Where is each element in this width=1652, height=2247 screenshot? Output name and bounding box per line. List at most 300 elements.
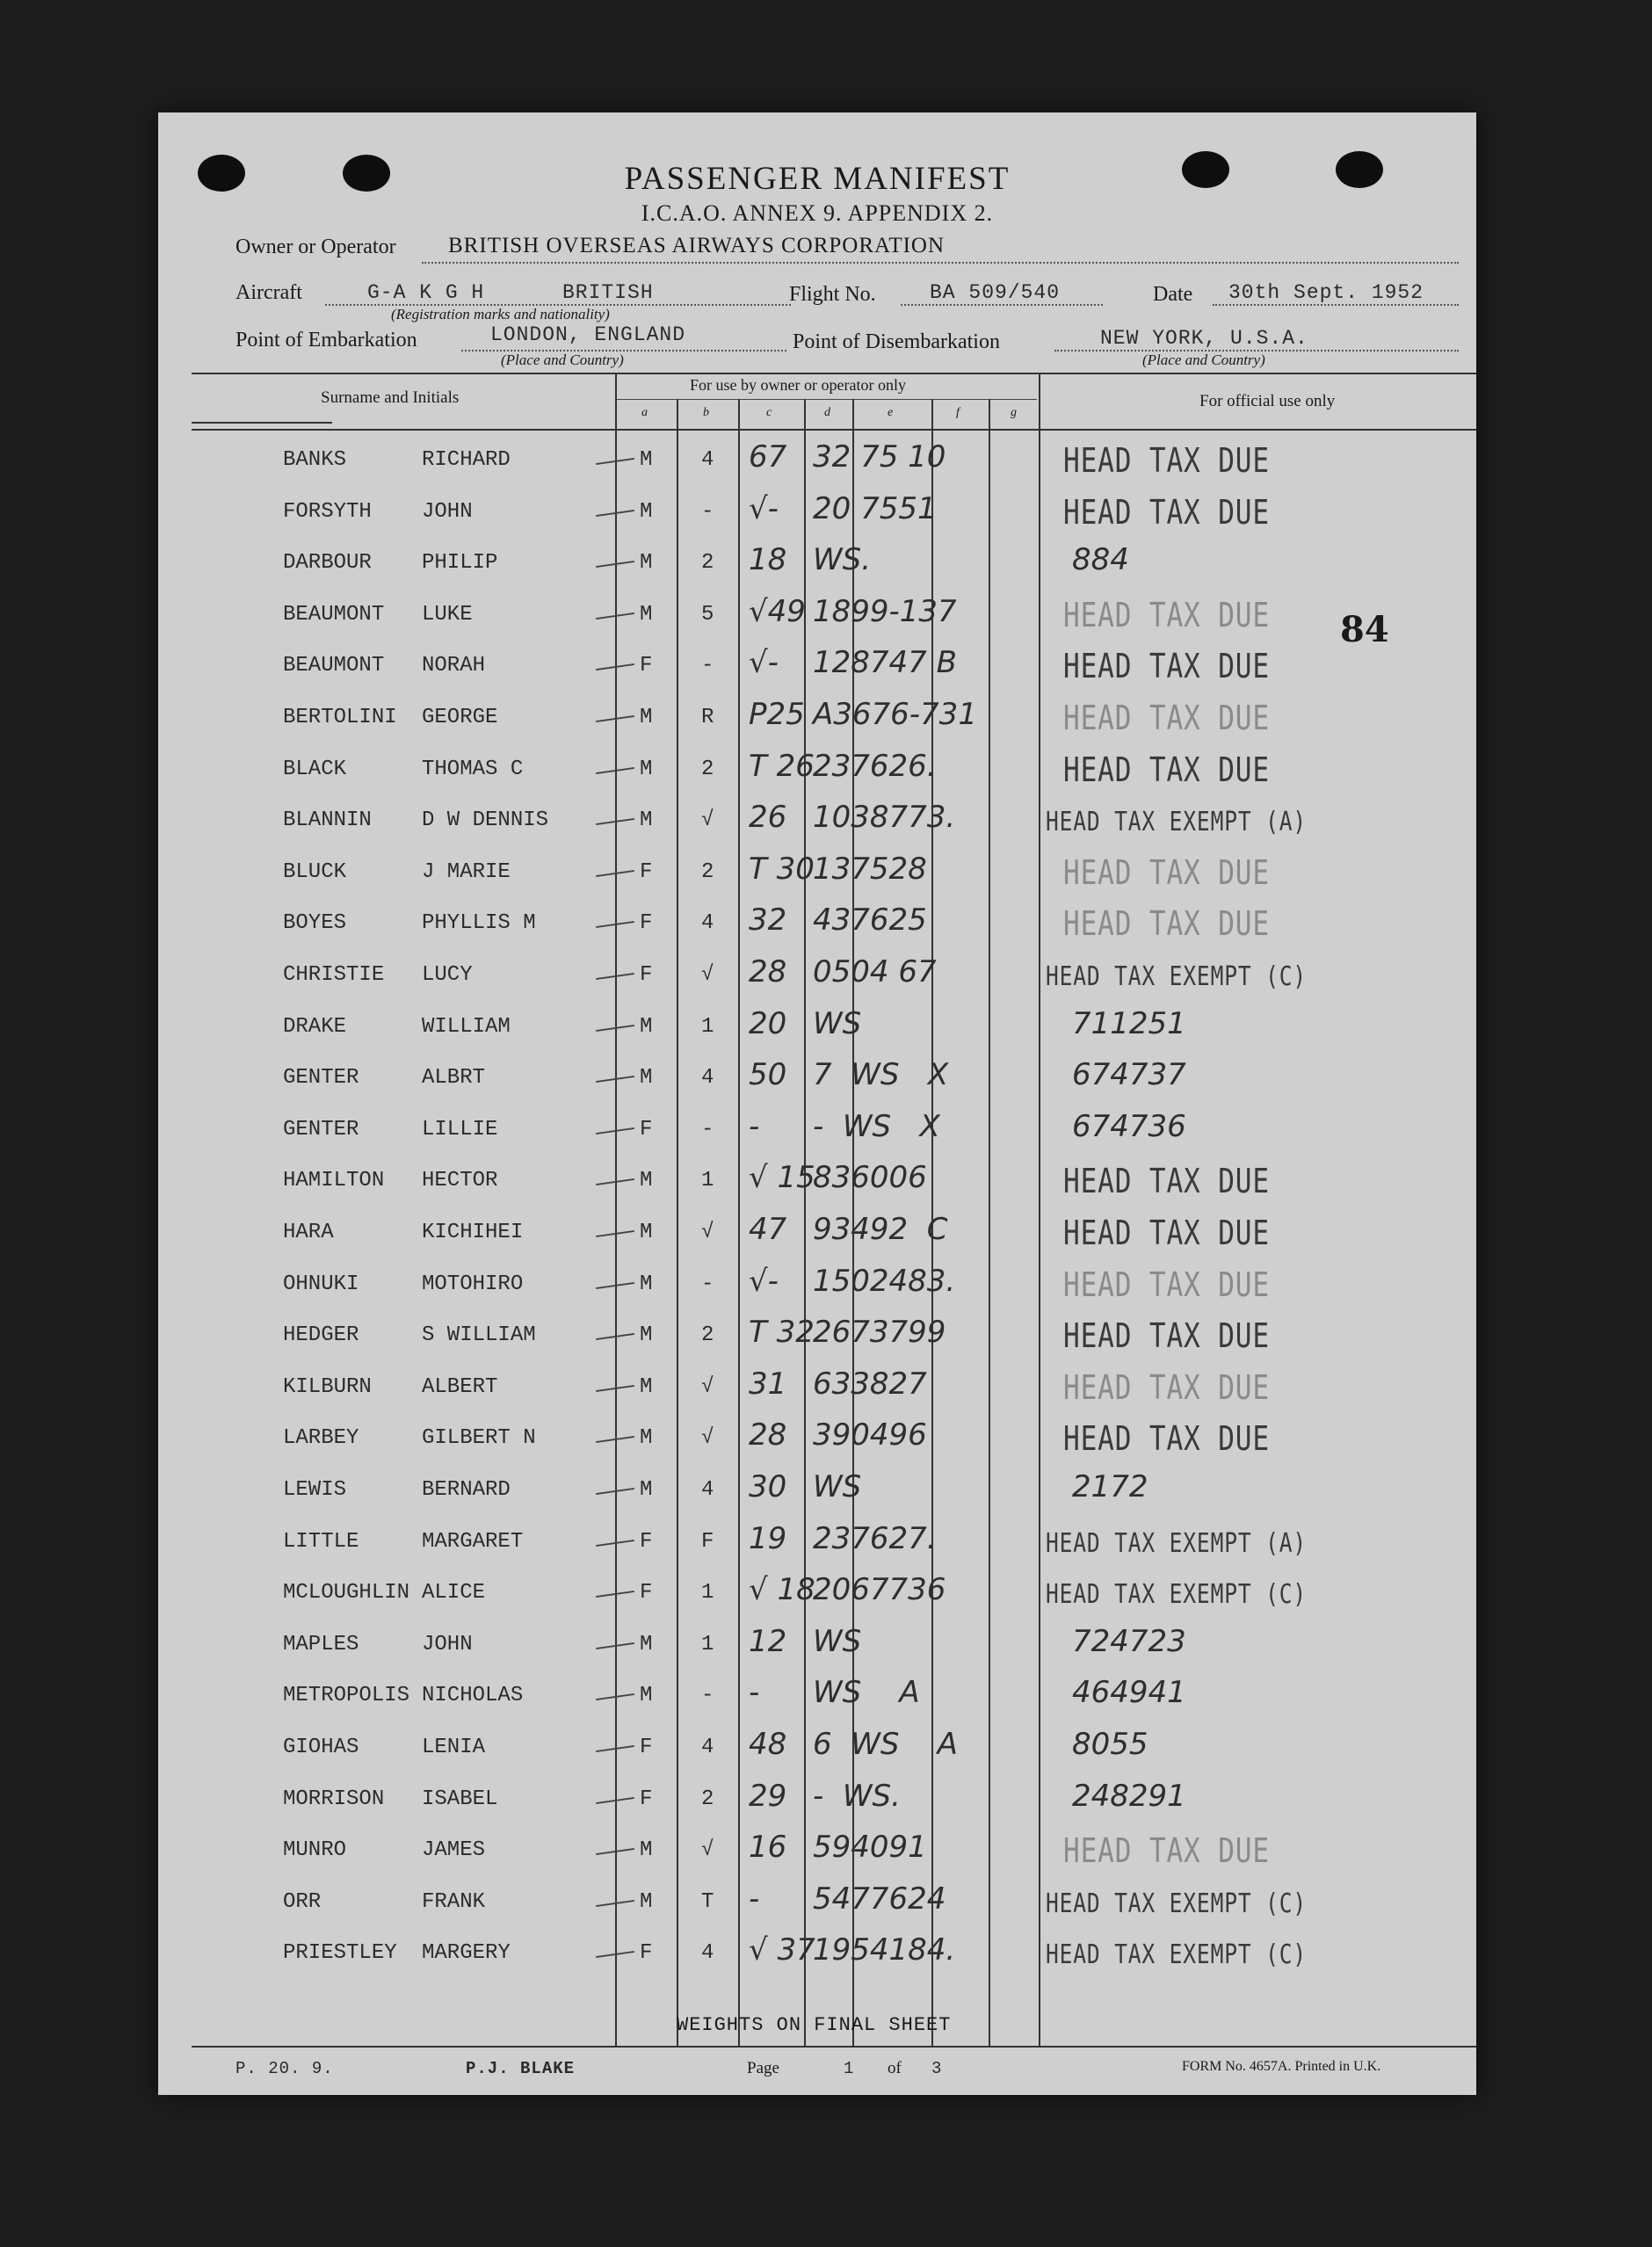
col-e-value: 7 WS X <box>813 1057 949 1093</box>
passenger-surname: BEAUMONT <box>283 654 385 678</box>
passenger-sex: M <box>640 808 653 833</box>
passenger-surname: BEAUMONT <box>283 602 385 627</box>
col-b-value: T <box>701 1889 714 1914</box>
col-e-value: 0504 67 <box>813 954 937 989</box>
page-subtitle: I.C.A.O. ANNEX 9. APPENDIX 2. <box>641 200 994 226</box>
table-row <box>158 796 1476 847</box>
passenger-given-name: THOMAS C <box>422 757 524 781</box>
tick-mark <box>596 1797 634 1804</box>
col-e-value: 437625 <box>813 902 927 939</box>
tick-mark <box>596 921 634 928</box>
passenger-surname: BERTOLINI <box>283 706 397 729</box>
passenger-sex: M <box>640 551 653 576</box>
table-row <box>158 1105 1476 1156</box>
passenger-sex: M <box>640 602 653 627</box>
passenger-given-name: ALBRT <box>422 1066 486 1091</box>
col-b-value: 4 <box>701 1066 714 1091</box>
col-e-value: WS <box>813 1469 862 1504</box>
disembarkation-label: Point of Disembarkation <box>793 330 1000 353</box>
passenger-sex: M <box>640 706 653 729</box>
passenger-sex: M <box>640 1632 653 1656</box>
col-c-value: 29 <box>749 1778 787 1814</box>
passenger-surname: BLACK <box>283 757 347 781</box>
passenger-given-name: FRANK <box>422 1889 486 1914</box>
passenger-sex: F <box>640 1581 653 1606</box>
col-c-value: 50 <box>749 1057 787 1093</box>
col-c-value: √ 15 <box>749 1160 815 1196</box>
tick-mark <box>596 612 634 620</box>
official-stamp: HEAD TAX DUE <box>1063 1214 1270 1252</box>
official-handwritten-number: 724723 <box>1072 1623 1186 1659</box>
passenger-sex: M <box>640 1323 653 1348</box>
passenger-surname: KILBURN <box>283 1374 372 1399</box>
col-c-value: - <box>749 1108 760 1144</box>
passenger-surname: GENTER <box>283 1117 359 1142</box>
tick-mark <box>596 1900 634 1907</box>
passenger-given-name: MARGARET <box>422 1529 524 1554</box>
passenger-sex: F <box>640 1529 653 1554</box>
passenger-given-name: NICHOLAS <box>422 1684 524 1708</box>
official-stamp: HEAD TAX EXEMPT (C) <box>1046 1939 1307 1971</box>
col-b-header: b <box>703 406 709 419</box>
col-e-value: 128747 B <box>813 645 957 681</box>
passenger-surname: DARBOUR <box>283 551 372 576</box>
col-b-value: - <box>701 499 714 524</box>
official-stamp: HEAD TAX DUE <box>1063 904 1270 944</box>
tick-mark <box>596 767 634 774</box>
footer-reference: P. 20. 9. <box>235 2059 334 2078</box>
passenger-given-name: JOHN <box>422 1632 473 1656</box>
col-c-value: √- <box>749 645 779 681</box>
col-c-value: √- <box>749 1263 779 1299</box>
passenger-surname: BLUCK <box>283 859 347 884</box>
passenger-sex: M <box>640 1426 653 1451</box>
col-e-value: A3676-731 <box>813 697 977 732</box>
col-e-value: WS A <box>813 1675 920 1711</box>
col-c-value: - <box>749 1881 760 1917</box>
passenger-given-name: MARGERY <box>422 1941 511 1966</box>
col-b-value: - <box>701 654 714 678</box>
passenger-surname: BANKS <box>283 448 347 472</box>
tick-mark <box>596 1127 634 1134</box>
passenger-surname: HEDGER <box>283 1323 359 1348</box>
passenger-surname: MORRISON <box>283 1787 385 1811</box>
official-stamp: HEAD TAX DUE <box>1063 492 1270 532</box>
col-b-value: 2 <box>701 757 714 781</box>
col-c-value: √- <box>749 490 779 526</box>
official-stamp: HEAD TAX EXEMPT (C) <box>1046 961 1307 992</box>
tick-mark <box>596 1848 634 1855</box>
passenger-sex: M <box>640 1221 653 1244</box>
col-e-value: 2067736 <box>813 1572 946 1608</box>
passenger-sex: M <box>640 1889 653 1914</box>
table-row <box>158 1826 1476 1877</box>
col-e-value: 137528 <box>813 851 927 887</box>
date-value: 30th Sept. 1952 <box>1228 281 1424 304</box>
passenger-sex: F <box>640 1736 653 1759</box>
passenger-surname: ORR <box>283 1889 322 1914</box>
manifest-sheet <box>158 112 1476 2095</box>
col-e-value: 6 WS A <box>813 1727 958 1762</box>
passenger-sex: M <box>640 1014 653 1039</box>
passenger-surname: MUNRO <box>283 1838 347 1863</box>
tick-mark <box>596 1693 634 1700</box>
table-row <box>158 1156 1476 1207</box>
col-e-value: 5477624 <box>813 1881 946 1917</box>
col-b-value: 2 <box>701 859 714 884</box>
tick-mark <box>596 1333 634 1340</box>
table-row <box>158 1363 1476 1414</box>
table-row <box>158 1671 1476 1722</box>
passenger-sex: F <box>640 911 653 936</box>
official-stamp: HEAD TAX DUE <box>1063 852 1270 892</box>
official-stamp: HEAD TAX DUE <box>1063 699 1270 737</box>
passenger-sex: F <box>640 963 653 987</box>
table-row <box>158 591 1476 641</box>
passenger-surname: DRAKE <box>283 1014 347 1039</box>
col-b-value: R <box>701 706 714 729</box>
footer-of-value: 3 <box>931 2059 943 2078</box>
table-row <box>158 436 1476 487</box>
passenger-given-name: ALICE <box>422 1581 486 1606</box>
tick-mark <box>596 818 634 825</box>
official-handwritten-number: 674736 <box>1072 1108 1186 1144</box>
table-row <box>158 1414 1476 1465</box>
tick-mark <box>596 973 634 980</box>
official-stamp: HEAD TAX EXEMPT (C) <box>1046 1888 1307 1919</box>
passenger-given-name: GILBERT N <box>422 1426 536 1451</box>
aircraft-caption: (Registration marks and nationality) <box>391 306 610 323</box>
table-row <box>158 1569 1476 1620</box>
col-b-value: - <box>701 1117 714 1142</box>
col-c-value: 12 <box>749 1623 787 1659</box>
col-e-value: 594091 <box>813 1830 927 1866</box>
table-row <box>158 899 1476 950</box>
tick-mark <box>596 1591 634 1598</box>
passenger-sex: M <box>640 1272 653 1296</box>
col-b-value: 1 <box>701 1632 714 1656</box>
col-c-value: 67 <box>749 439 787 475</box>
col-c-value: 32 <box>749 902 787 939</box>
passenger-surname: PRIESTLEY <box>283 1941 397 1966</box>
table-row <box>158 848 1476 899</box>
col-b-value: 1 <box>701 1581 714 1606</box>
passenger-given-name: LUKE <box>422 602 473 627</box>
passenger-given-name: D W DENNIS <box>422 808 549 833</box>
official-stamp: HEAD TAX DUE <box>1063 1367 1270 1407</box>
table-row <box>158 1208 1476 1259</box>
passenger-given-name: S WILLIAM <box>422 1323 536 1348</box>
passenger-given-name: JOHN <box>422 499 473 524</box>
passenger-surname: BLANNIN <box>283 808 372 833</box>
col-e-value: 20 7551 <box>813 490 937 526</box>
col-c-value: √49 <box>749 593 806 629</box>
aircraft-registration: G-A K G H <box>367 281 485 304</box>
col-b-value: 2 <box>701 1787 714 1811</box>
col-e-value: WS. <box>813 542 872 578</box>
tick-mark <box>596 1642 634 1649</box>
official-stamp: HEAD TAX DUE <box>1063 1162 1270 1201</box>
table-row <box>158 641 1476 692</box>
col-e-header: e <box>888 406 894 419</box>
col-e-value: 32 75 10 <box>813 439 946 475</box>
passenger-given-name: KICHIHEI <box>422 1221 524 1244</box>
tick-mark <box>596 1488 634 1495</box>
official-column-header: For official use only <box>1199 392 1336 410</box>
tick-mark <box>596 1951 634 1958</box>
passenger-surname: HARA <box>283 1221 334 1244</box>
col-c-value: 47 <box>749 1212 787 1247</box>
passenger-surname: MAPLES <box>283 1632 359 1656</box>
col-e-value: 2673799 <box>813 1315 946 1351</box>
tick-mark <box>596 1282 634 1289</box>
passenger-given-name: GEORGE <box>422 706 498 729</box>
col-c-value: 16 <box>749 1830 787 1866</box>
table-row <box>158 1620 1476 1671</box>
official-handwritten-number: 8055 <box>1072 1727 1148 1762</box>
col-b-value: 4 <box>701 448 714 472</box>
passenger-sex: F <box>640 1117 653 1142</box>
col-c-value: P25 <box>749 697 805 732</box>
passenger-surname: METROPOLIS <box>283 1684 410 1708</box>
passenger-sex: M <box>640 1169 653 1193</box>
official-stamp: HEAD TAX EXEMPT (A) <box>1046 807 1307 838</box>
surname-column-header: Surname and Initials <box>321 388 460 407</box>
col-c-value: 18 <box>749 542 787 578</box>
table-row <box>158 1054 1476 1105</box>
passenger-surname: CHRISTIE <box>283 963 385 987</box>
passenger-given-name: RICHARD <box>422 448 511 472</box>
passenger-surname: FORSYTH <box>283 499 372 524</box>
passenger-given-name: JAMES <box>422 1838 486 1863</box>
passenger-surname: LEWIS <box>283 1478 347 1502</box>
tick-mark <box>596 870 634 877</box>
passenger-given-name: ISABEL <box>422 1787 498 1811</box>
passenger-sex: M <box>640 448 653 472</box>
col-b-value: F <box>701 1529 714 1554</box>
disembarkation-value: NEW YORK, U.S.A. <box>1100 327 1308 350</box>
owner-value: BRITISH OVERSEAS AIRWAYS CORPORATION <box>448 234 946 257</box>
col-c-value: - <box>749 1675 760 1711</box>
col-b-value: 4 <box>701 1941 714 1966</box>
col-c-value: T 26 <box>749 748 815 784</box>
page-number: 84 <box>1340 609 1389 650</box>
col-e-value: - WS. <box>813 1778 901 1814</box>
tick-mark <box>596 1025 634 1032</box>
official-stamp: HEAD TAX DUE <box>1063 750 1270 789</box>
footer-page-value: 1 <box>844 2059 855 2078</box>
col-b-value: √ <box>701 963 714 987</box>
official-handwritten-number: 464941 <box>1072 1675 1186 1711</box>
col-c-value: T 30 <box>749 851 815 887</box>
official-handwritten-number: 674737 <box>1072 1057 1186 1093</box>
official-handwritten-number: 711251 <box>1072 1005 1186 1041</box>
col-e-value: 1502483. <box>813 1263 956 1299</box>
col-b-value: 4 <box>701 1478 714 1502</box>
official-stamp: HEAD TAX EXEMPT (C) <box>1046 1579 1307 1611</box>
passenger-sex: M <box>640 1066 653 1091</box>
passenger-sex: M <box>640 1478 653 1502</box>
col-b-value: √ <box>701 1221 714 1244</box>
col-a-header: a <box>641 406 648 419</box>
passenger-surname: HAMILTON <box>283 1169 385 1193</box>
tick-mark <box>596 663 634 670</box>
form-number: FORM No. 4657A. Printed in U.K. <box>1182 2059 1381 2074</box>
passenger-sex: M <box>640 1374 653 1399</box>
tick-mark <box>596 1385 634 1392</box>
passenger-given-name: ALBERT <box>422 1374 498 1399</box>
passenger-given-name: LILLIE <box>422 1117 498 1142</box>
col-c-value: 48 <box>749 1727 787 1762</box>
col-c-value: 31 <box>749 1366 787 1402</box>
official-stamp: HEAD TAX DUE <box>1063 1831 1270 1871</box>
col-b-value: √ <box>701 1838 714 1863</box>
col-b-value: 2 <box>701 1323 714 1348</box>
aircraft-nationality: BRITISH <box>562 281 654 304</box>
aircraft-label: Aircraft <box>235 281 302 304</box>
passenger-surname: LARBEY <box>283 1426 359 1451</box>
date-label: Date <box>1153 283 1193 306</box>
table-row <box>158 745 1476 796</box>
tick-mark <box>596 458 634 465</box>
owner-label: Owner or Operator <box>235 236 396 258</box>
col-c-value: 28 <box>749 954 787 989</box>
embarkation-value: LONDON, ENGLAND <box>490 323 686 346</box>
col-b-value: 5 <box>701 602 714 627</box>
col-c-value: T 32 <box>749 1315 815 1351</box>
passenger-sex: M <box>640 757 653 781</box>
col-b-value: 4 <box>701 1736 714 1759</box>
passenger-surname: LITTLE <box>283 1529 359 1554</box>
passenger-sex: M <box>640 499 653 524</box>
passenger-surname: GIOHAS <box>283 1736 359 1759</box>
tick-mark <box>596 1745 634 1752</box>
footer-of-label: of <box>888 2059 902 2077</box>
passenger-given-name: PHYLLIS M <box>422 911 536 936</box>
tick-mark <box>596 1540 634 1547</box>
passenger-sex: F <box>640 859 653 884</box>
table-row <box>158 1518 1476 1569</box>
official-stamp: HEAD TAX DUE <box>1063 1419 1270 1459</box>
table-row <box>158 1929 1476 1980</box>
col-g-header: g <box>1011 406 1017 419</box>
official-stamp: HEAD TAX DUE <box>1063 595 1270 634</box>
table-row <box>158 488 1476 539</box>
table-row <box>158 1260 1476 1311</box>
passenger-sex: F <box>640 1787 653 1811</box>
tick-mark <box>596 510 634 517</box>
col-c-value: √ 18 <box>749 1572 815 1608</box>
table-row <box>158 1878 1476 1929</box>
passenger-given-name: HECTOR <box>422 1169 498 1193</box>
tick-mark <box>596 715 634 722</box>
passenger-sex: F <box>640 1941 653 1966</box>
col-e-value: 633827 <box>813 1366 927 1402</box>
passenger-given-name: MOTOHIRO <box>422 1272 524 1296</box>
col-e-value: 93492 C <box>813 1212 948 1247</box>
passenger-surname: MCLOUGHLIN <box>283 1581 410 1606</box>
col-e-value: 237626. <box>813 748 937 784</box>
col-c-value: 20 <box>749 1005 787 1041</box>
col-c-header: c <box>766 406 772 419</box>
passenger-given-name: BERNARD <box>422 1478 511 1502</box>
col-b-value: √ <box>701 1374 714 1399</box>
official-stamp: HEAD TAX EXEMPT (A) <box>1046 1527 1307 1559</box>
tick-mark <box>596 1178 634 1185</box>
embarkation-label: Point of Embarkation <box>235 329 417 352</box>
col-f-header: f <box>956 406 960 419</box>
passenger-given-name: LUCY <box>422 963 473 987</box>
page-title: PASSENGER MANIFEST <box>624 161 1011 197</box>
weights-note: WEIGHTS ON FINAL SHEET <box>677 2014 952 2036</box>
col-d-header: d <box>824 406 830 419</box>
table-row <box>158 1311 1476 1362</box>
embarkation-caption: (Place and Country) <box>501 352 624 368</box>
col-c-value: 26 <box>749 800 787 836</box>
col-b-value: - <box>701 1272 714 1296</box>
disembarkation-caption: (Place and Country) <box>1142 352 1265 368</box>
passenger-given-name: NORAH <box>422 654 486 678</box>
col-e-value: - WS X <box>813 1108 940 1144</box>
passenger-sex: M <box>640 1838 653 1863</box>
table-row <box>158 951 1476 1002</box>
passenger-given-name: LENIA <box>422 1736 486 1759</box>
col-b-value: 1 <box>701 1169 714 1193</box>
passenger-given-name: PHILIP <box>422 551 498 576</box>
col-e-value: 1899-137 <box>813 593 957 629</box>
footer-page-label: Page <box>747 2059 779 2077</box>
official-stamp: HEAD TAX DUE <box>1063 1316 1270 1356</box>
col-c-value: 28 <box>749 1417 787 1453</box>
passenger-surname: BOYES <box>283 911 347 936</box>
col-c-value: √ 37 <box>749 1932 815 1968</box>
col-e-value: 1038773. <box>813 800 956 836</box>
col-c-value: 19 <box>749 1520 787 1556</box>
col-b-value: √ <box>701 808 714 833</box>
flight-label: Flight No. <box>789 283 876 306</box>
col-e-value: 390496 <box>813 1417 927 1453</box>
table-row <box>158 693 1476 744</box>
col-e-value: 836006 <box>813 1160 927 1196</box>
table-row <box>158 1466 1476 1517</box>
passenger-given-name: J MARIE <box>422 859 511 884</box>
official-handwritten-number: 884 <box>1072 542 1129 578</box>
official-stamp: HEAD TAX DUE <box>1063 1265 1270 1304</box>
passenger-sex: M <box>640 1684 653 1708</box>
col-b-value: √ <box>701 1426 714 1451</box>
col-e-value: 1954184. <box>813 1932 956 1968</box>
col-b-value: 1 <box>701 1014 714 1039</box>
passenger-given-name: WILLIAM <box>422 1014 511 1039</box>
col-e-value: WS <box>813 1623 862 1659</box>
col-e-value: WS <box>813 1005 862 1041</box>
table-row <box>158 1775 1476 1826</box>
tick-mark <box>596 1230 634 1237</box>
official-stamp: HEAD TAX DUE <box>1063 441 1270 480</box>
col-b-value: 4 <box>701 911 714 936</box>
official-handwritten-number: 2172 <box>1072 1469 1148 1504</box>
flight-number: BA 509/540 <box>930 281 1061 304</box>
col-b-value: 2 <box>701 551 714 576</box>
tick-mark <box>596 1076 634 1083</box>
tick-mark <box>596 1436 634 1443</box>
official-handwritten-number: 248291 <box>1072 1778 1186 1814</box>
tick-mark <box>596 561 634 568</box>
col-c-value: 30 <box>749 1469 787 1504</box>
owner-use-column-header: For use by owner or operator only <box>690 376 906 394</box>
footer-signatory: P.J. BLAKE <box>466 2059 576 2078</box>
table-row <box>158 1003 1476 1054</box>
